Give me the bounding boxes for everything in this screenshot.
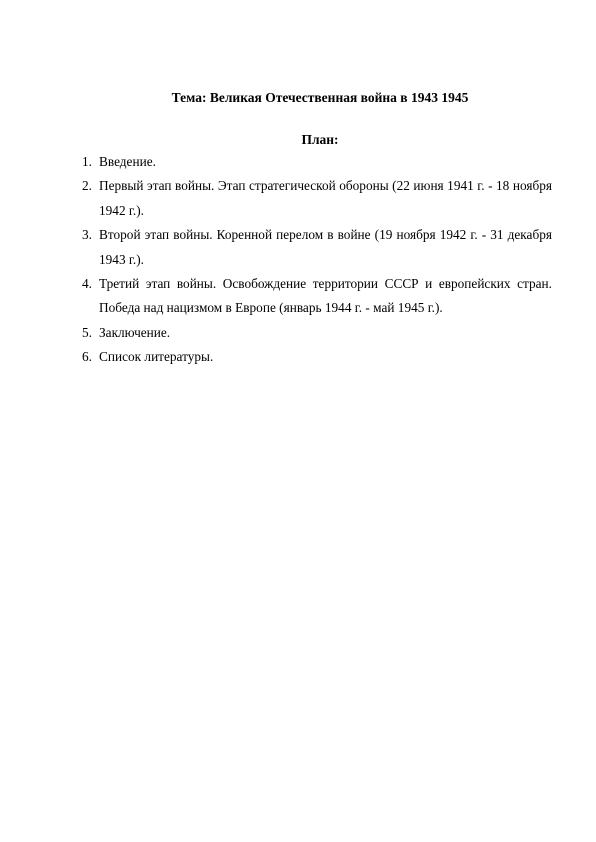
plan-item-number: 3.: [82, 227, 92, 243]
plan-item-4: [82, 272, 552, 321]
plan-item-text: Первый этап войны. Этап стратегической обороны (22 июня 1941 г. - 18 ноября 1942 г.).: [99, 178, 552, 218]
plan-item-number: 5.: [82, 324, 92, 340]
plan-item-5: [82, 321, 552, 345]
plan-item-text: Список литературы.: [99, 349, 214, 365]
plan-item-text: Третий этап войны. Освобождение территории СССР и европейских стран. Победа над нацизмом в Европе (январь 1944 г. - май 1945 г.).: [99, 276, 552, 316]
plan-item-6: [82, 345, 552, 369]
plan-heading: План:: [301, 132, 339, 147]
plan-item-1: [82, 150, 552, 174]
plan-item-number: 1.: [82, 154, 92, 169]
plan-item-number: 2.: [82, 178, 92, 194]
plan-item-3: [82, 223, 552, 272]
plan-item-2: [82, 174, 552, 223]
plan-list: [82, 150, 552, 370]
document-title: Тема: Великая Отечественная война в 1943 1945: [171, 90, 469, 105]
plan-item-text: Введение.: [99, 154, 156, 169]
plan-item-number: 4.: [82, 276, 92, 292]
plan-item-text: Второй этап войны. Коренной перелом в войне (19 ноября 1942 г. - 31 декабря 1943 г.).: [99, 227, 552, 267]
plan-item-text: Заключение.: [99, 324, 171, 340]
plan-item-number: 6.: [82, 349, 92, 365]
